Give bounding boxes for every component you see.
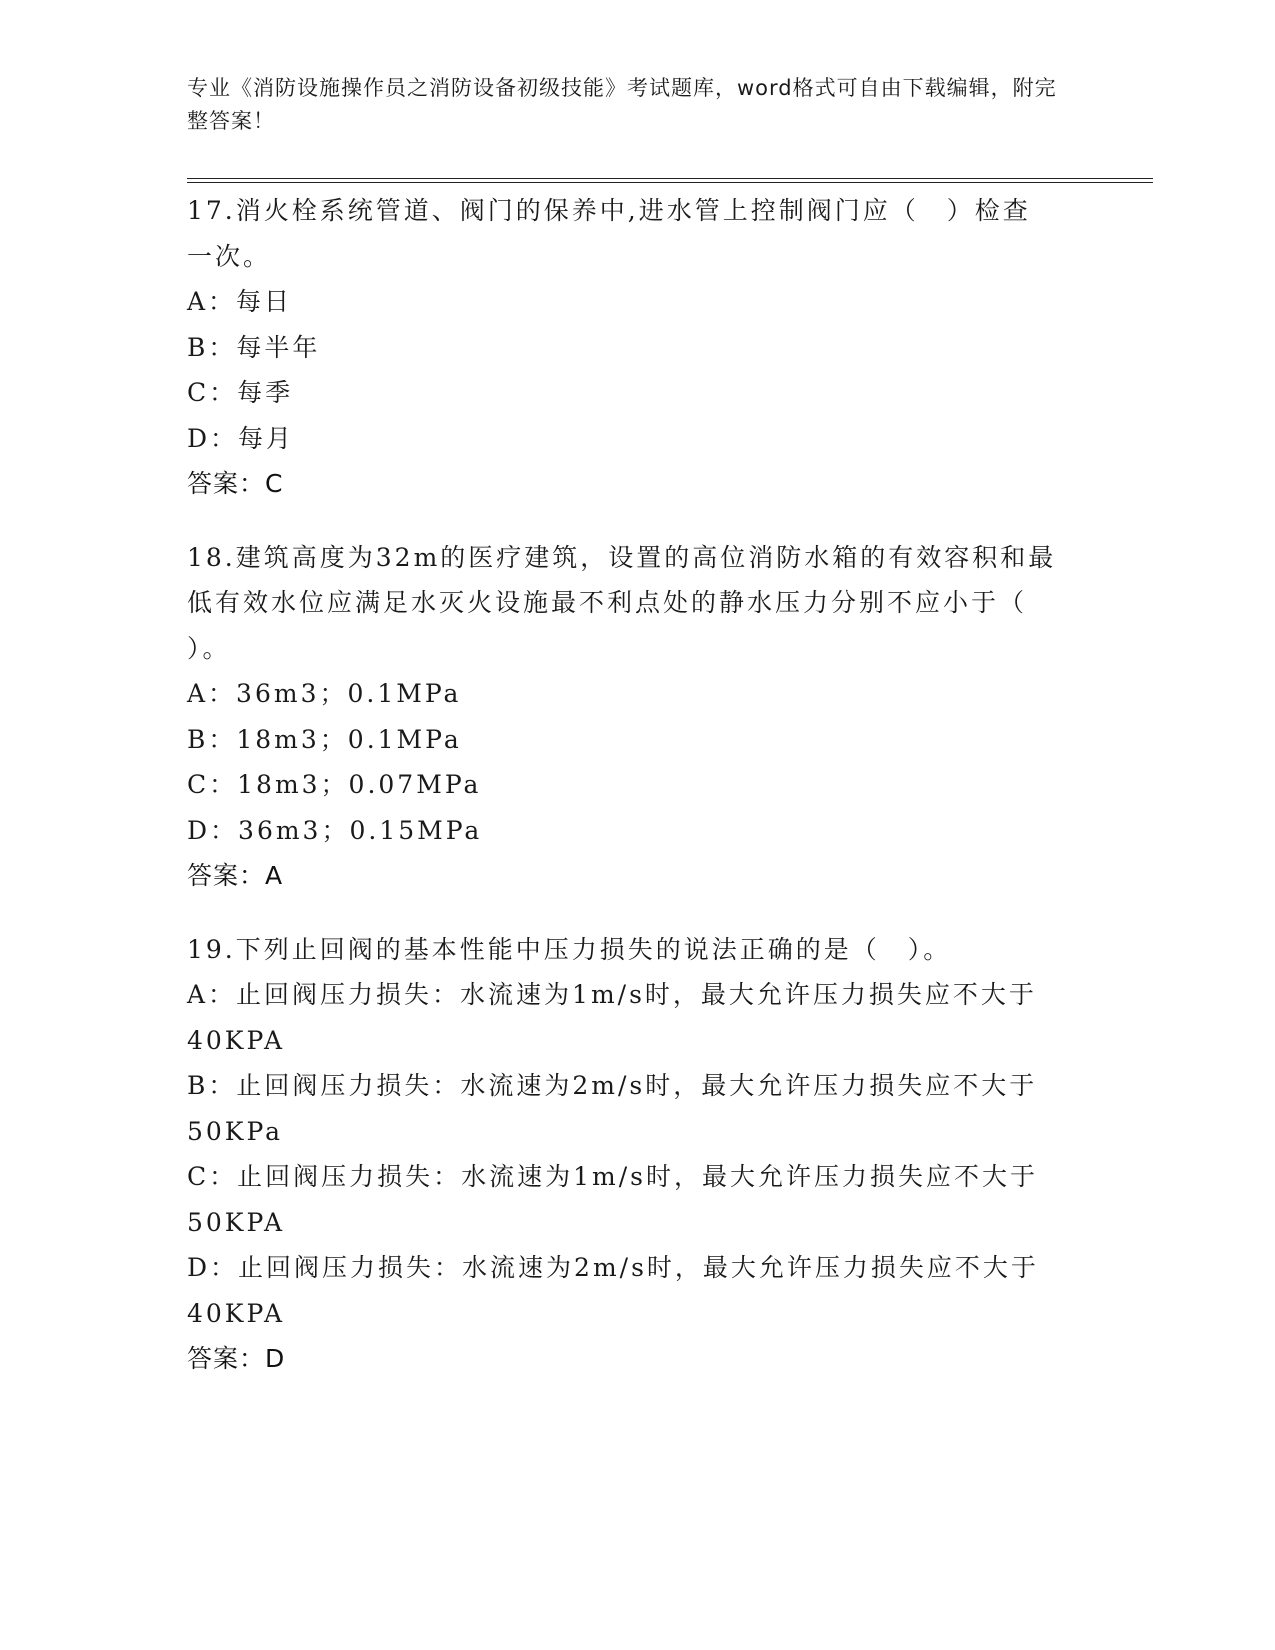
option-d: D：36m3；0.15MPa (187, 815, 483, 845)
option-c: C：18m3；0.07MPa (187, 770, 482, 799)
question-stem-line: 一次。 (187, 241, 272, 271)
option-b: B：每半年 (187, 332, 321, 362)
option-b: B：18m3；0.1MPa (187, 724, 462, 754)
question-stem-line: 低有效水位应满足水灭火设施最不利点处的静水压力分别不应小于（ (187, 588, 1028, 617)
question-18 (187, 535, 1087, 899)
option-c: C：每季 (187, 378, 294, 407)
question-stem-line: ）。 (187, 633, 231, 663)
option-b: B：止回阀压力损失：水流速为2m/s时，最大允许压力损失应不大于 (187, 1071, 1038, 1100)
document-header (187, 72, 1067, 138)
option-b-continued: 50KPa (187, 1116, 284, 1146)
option-a-continued: 40KPA (187, 1025, 286, 1055)
answer: 答案：A (187, 861, 284, 890)
question-list (187, 188, 1087, 1410)
question-stem-line: 17.消火栓系统管道、阀门的保养中,进水管上控制阀门应（ ）检查 (187, 196, 1031, 225)
question-stem-line: 19.下列止回阀的基本性能中压力损失的说法正确的是（ ）。 (187, 934, 952, 964)
header-divider-bottom (187, 182, 1153, 183)
header-divider-top (187, 178, 1153, 179)
header-text: 专业《消防设施操作员之消防设备初级技能》考试题库，word格式可自由下载编辑，附完整答案！ (187, 76, 1057, 133)
option-c: C：止回阀压力损失：水流速为1m/s时，最大允许压力损失应不大于 (187, 1162, 1038, 1191)
option-a: A：每日 (187, 287, 293, 316)
question-17 (187, 188, 1087, 507)
option-c-continued: 50KPA (187, 1207, 286, 1237)
question-19 (187, 927, 1087, 1382)
option-a: A：36m3；0.1MPa (187, 679, 462, 708)
answer: 答案：C (187, 469, 284, 498)
option-d: D：止回阀压力损失：水流速为2m/s时，最大允许压力损失应不大于 (187, 1253, 1039, 1282)
question-stem-line: 18.建筑高度为32m的医疗建筑，设置的高位消防水箱的有效容积和最 (187, 542, 1057, 572)
answer: 答案：D (187, 1344, 286, 1373)
option-a: A：止回阀压力损失：水流速为1m/s时，最大允许压力损失应不大于 (187, 980, 1037, 1009)
option-d-continued: 40KPA (187, 1298, 286, 1328)
option-d: D：每月 (187, 423, 295, 453)
